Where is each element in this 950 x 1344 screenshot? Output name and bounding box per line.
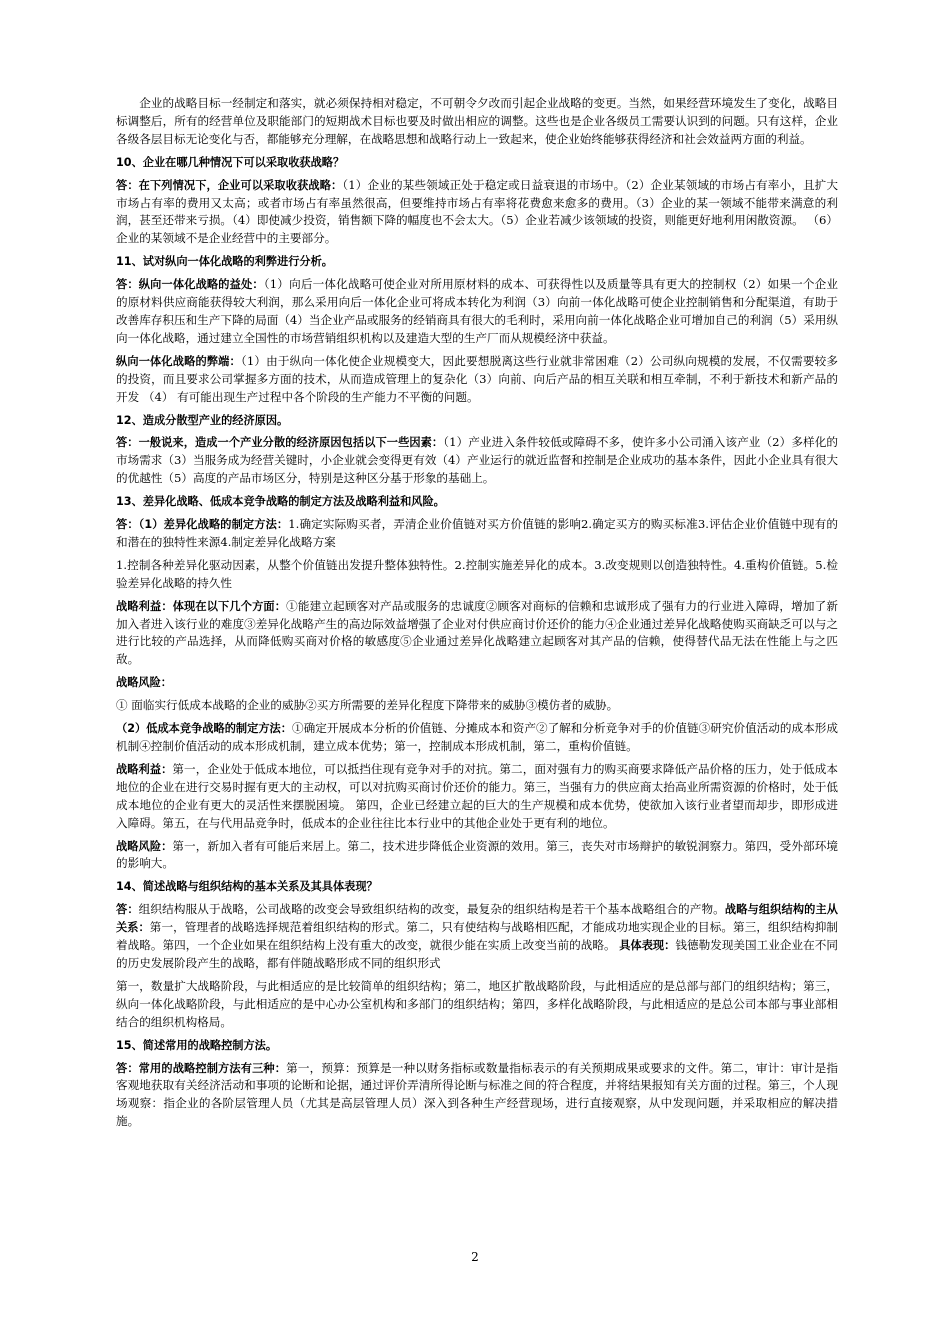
text: 第一，数量扩大战略阶段，与此相适应的是比较简单的组织结构；第二，地区扩散战略阶段，与此相适应的是总部与部门的组织结构；第三，纵向一体化战略阶段，与此相适应的是中心办公室机构和多部门的组织结构；第四，多样化战略阶段，与此相适应的是总公司本部与事业部相结合的组织机构格局。: [116, 978, 838, 1029]
text: 第一，预算：预算是一种以财务指标或数量指标表示的有关预期成果或要求的文件。第二，审计：审计是指客观地获取有关经济活动和事项的论断和论据，通过评价弄清所得论断与标准之间的符合程度，并将结果报知有关方面的过程。第三，个人现场观察：指企业的各阶层管理人员（尤其是高层管理人员）深入到各种生产经营现场，进行直接观察，从中发现问题，并采取相应的解决措施。: [116, 1060, 838, 1129]
paragraph: [116, 434, 838, 488]
bold-text: 答：（1）差异化战略的制定方法：: [116, 518, 289, 532]
bold-text: 战略利益：: [116, 762, 173, 776]
bold-text: 战略与组织结构的主从关系：: [116, 903, 838, 935]
paragraph: [116, 838, 838, 874]
bold-text: 答：: [116, 903, 139, 917]
bold-text: 答：在下列情况下，企业可以采取收获战略：: [116, 178, 343, 192]
page-number: 2: [471, 1250, 479, 1264]
text: 第一，新加入者有可能后来居上。第二，技术进步降低企业资源的效用。第三，丧失对市场辩护的敏锐洞察力。第四，受外部环境的影响大。: [116, 838, 838, 871]
question-heading: [116, 493, 838, 511]
question-heading: [116, 878, 838, 896]
bold-text: 答：常用的战略控制方法有三种：: [116, 1061, 287, 1075]
bold-text: 15、简述常用的战略控制方法。: [116, 1038, 278, 1052]
text: （1）产业进入条件较低或障碍不多，使许多小公司涌入该产业（2）多样化的市场需求（3）当服务成为经营关键时，小企业就会变得更有效（4）产业运行的就近监督和控制是企业成功的基本条件，因此小企业具有很大的优越性（5）高度的产品市场区分，特别是这种区分基于形象的基础上。: [116, 435, 838, 486]
text: 1.确定实际购买者，弄清企业价值链对买方价值链的影响2.确定买方的购买标准3.评估企业价值链中现有的和潜在的独特性来源4.制定差异化战略方案: [116, 517, 838, 549]
paragraph: [116, 353, 838, 407]
text: ① 面临实行低成本战略的企业的威胁②买方所需要的差异化程度下降带来的威胁③模仿者的威胁。: [116, 698, 619, 713]
question-heading: [116, 412, 838, 430]
paragraph: [116, 901, 838, 973]
text: 1.控制各种差异化驱动因素，从整个价值链出发提升整体独特性。2.控制实施差异化的成本。3.改变规则以创造独特性。4.重构价值链。5.检验差异化战略的持久性: [116, 557, 838, 590]
bold-text: 答：纵向一体化战略的益处：: [116, 278, 264, 292]
question-heading: [116, 154, 838, 172]
text: 组织结构服从于战略，公司战略的改变会导致组织结构的改变，最复杂的组织结构是若干个基本战略组合的产物。: [138, 902, 725, 917]
paragraph: [116, 720, 838, 756]
bold-text: 11、试对纵向一体化战略的利弊进行分析。: [116, 255, 333, 269]
document-body: [116, 95, 838, 1131]
paragraph: [116, 761, 838, 833]
text: ①确定开展成本分析的价值链、分摊成本和资产②了解和分析竞争对手的价值链③研究价值活动的成本形成机制④控制价值活动的成本形成机制，建立成本优势；第一，控制成本形成机制，第二，重构价值链。: [116, 721, 838, 753]
bold-text: 10、企业在哪几种情况下可以采取收获战略？: [116, 155, 345, 169]
text: （1）企业的某些领域正处于稳定或日益衰退的市场中。（2）企业某领域的市场占有率小，且扩大市场占有率的费用又太高；或者市场占有率虽然很高，但要维持市场占有率将花费愈来愈多的费用。（3）企业的某一领域不能带来满意的利润，甚至还带来亏损。（4）即使减少投资，销售额下降的幅度也不会太大。（5）企业若减少该领域的投资，则能更好地利用闲散资源。 （6） 企业的某领域不是企业经营中的主要部分。: [116, 177, 838, 246]
paragraph: [116, 697, 838, 715]
text: 第一，企业处于低成本地位，可以抵挡住现有竞争对手的对抗。第二，面对强有力的购买商要求降低产品价格的压力，处于低成本地位的企业在进行交易时握有更大的主动权，可以对抗购买商讨价还价的能力。第三，当强有力的供应商太抬高业所需资源的价格时，处于低成本地位的企业有更大的灵活性来摆脱困境。 第四，企业已经建立起的巨大的生产规模和成本优势，使欲加入该行业者望而却步，即形成进入障碍。第五，在与代用品竞争时，低成本的企业往往比本行业中的其他企业处于更有利的地位。: [116, 761, 838, 830]
bold-text: 12、造成分散型产业的经济原因。: [116, 413, 289, 427]
paragraph: [116, 674, 838, 692]
bold-text: 纵向一体化战略的弊端：: [116, 354, 241, 368]
bold-text: 战略利益：体现在以下几个方面：: [116, 599, 287, 613]
bold-text: 战略风险：: [116, 676, 172, 690]
bold-text: 战略风险：: [116, 839, 173, 853]
question-heading: [116, 1037, 838, 1055]
paragraph: [116, 95, 838, 149]
question-heading: [116, 253, 838, 271]
text: 企业的战略目标一经制定和落实，就必须保持相对稳定，不可朝令夕改而引起企业战略的变更。当然，如果经营环境发生了变化，战略目标调整后，所有的经营单位及职能部门的短期战术目标也要及时做出相应的调整。这些也是企业各级员工需要认识到的问题。只有这样，企业各级各层目标无论变化与否，都能够充分理解，在战略思想和战略行动上一致起来，使企业始终能够获得经济和社会效益两方面的利益。: [116, 96, 838, 146]
bold-text: 13、差异化战略、低成本竞争战略的制定方法及战略利益和风险。: [116, 495, 445, 509]
paragraph: [116, 978, 838, 1032]
text: （1）向后一体化战略可使企业对所用原材料的成本、可获得性以及质量等具有更大的控制权（2）如果一个企业的原材料供应商能获得较大利润，那么采用向后一体化企业可将成本转化为利润（3）向前一体化战略可使企业控制销售和分配渠道，有助于改善库存积压和生产下降的局面（4）当企业产品或服务的经销商具有很大的毛利时，采用向前一体化战略企业可增加自己的利润（5）采用纵向一体化战略，通过建立全国性的市场营销组织机构以及建造大型的生产厂而从规模经济中获益。: [116, 277, 838, 345]
text: （1）由于纵向一体化使企业规模变大，因此要想脱离这些行业就非常困难（2）公司纵向规模的发展，不仅需要较多的投资，而且要求公司掌握多方面的技术，从而造成管理上的复杂化（3）向前、向后产品的相互关联和相互牵制，不利于新技术和新产品的开发 （4） 有可能出现生产过程中各个阶段的生产能力不平衡的问题。: [116, 353, 838, 404]
text: 钱德勒发现美国工业企业在不同的历史发展阶段产生的战略，都有伴随战略形成不同的组织形式: [116, 938, 838, 970]
bold-text: 14、简述战略与组织结构的基本关系及其具体表现？: [116, 880, 378, 894]
paragraph: [116, 598, 838, 670]
text: 第一，管理者的战略选择规范着组织结构的形式。第二，只有使结构与战略相匹配，才能成功地实现企业的目标。第三，组织结构抑制着战略。第四，一个企业如果在组织结构上没有重大的改变，就很少能在实质上改变当前的战略。: [116, 920, 838, 953]
text: ①能建立起顾客对产品或服务的忠诚度②顾客对商标的信赖和忠诚形成了强有力的行业进入障碍，增加了新加入者进入该行业的难度③差异化战略产生的高边际效益增强了企业对付供应商讨价还价的能力④企业通过差异化战略使购买商缺乏可以与之进行比较的产品选择，从而降低购买商对价格的敏感度⑤企业通过差异化战略建立起顾客对其产品的信赖，使得替代品无法在性能上与之匹敌。: [116, 598, 838, 667]
paragraph: [116, 516, 838, 552]
bold-text: 具体表现：: [619, 939, 676, 953]
bold-text: 答：一般说来，造成一个产业分散的经济原因包括以下一些因素：: [116, 436, 444, 450]
bold-text: （2）低成本竞争战略的制定方法：: [116, 722, 292, 736]
paragraph: [116, 557, 838, 593]
paragraph: [116, 1060, 838, 1132]
paragraph: [116, 276, 838, 348]
paragraph: [116, 177, 838, 249]
